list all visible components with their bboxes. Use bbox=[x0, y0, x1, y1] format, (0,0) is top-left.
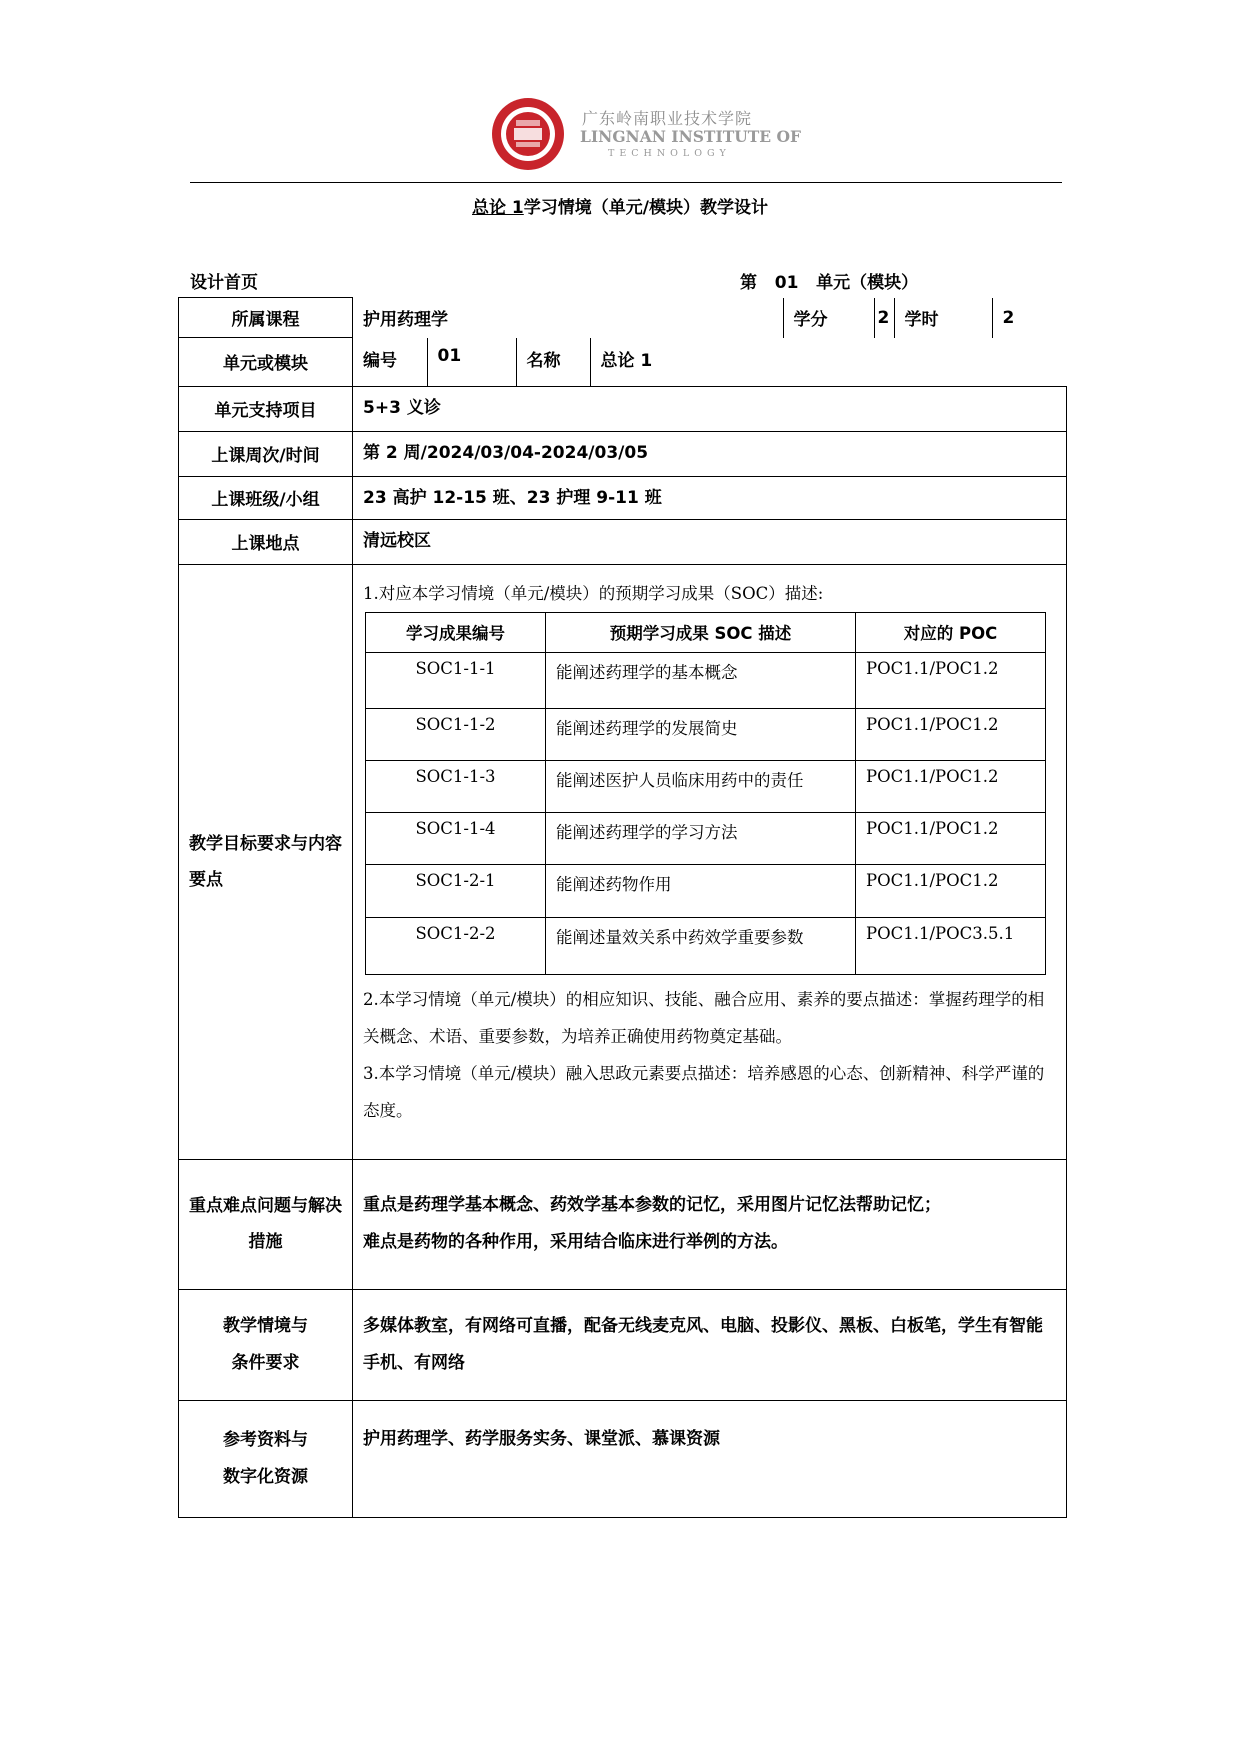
time-value: 第 2 周/2024/03/04-2024/03/05 bbox=[353, 431, 1067, 476]
soc-row bbox=[366, 917, 1046, 974]
document-title bbox=[0, 193, 1240, 218]
goals-point-3: 3.本学习情境（单元/模块）融入思政元素要点描述：培养感恩的心态、创新精神、科学严谨的态度。 bbox=[363, 1063, 1045, 1120]
soc-row bbox=[366, 708, 1046, 760]
soc-header-row bbox=[366, 612, 1046, 652]
project-row bbox=[179, 386, 1067, 431]
time-label: 上课周次/时间 bbox=[179, 431, 353, 476]
location-value: 清远校区 bbox=[353, 519, 1067, 564]
soc-header-desc: 预期学习成果 SOC 描述 bbox=[546, 612, 856, 652]
location-label: 上课地点 bbox=[179, 519, 353, 564]
soc-desc: 能阐述药理学的学习方法 bbox=[546, 812, 856, 864]
school-logo bbox=[490, 96, 802, 172]
unit-row bbox=[179, 338, 1067, 387]
credit-value: 2 bbox=[874, 298, 894, 338]
title-rest: 学习情境（单元/模块）教学设计 bbox=[523, 198, 768, 218]
soc-poc: POC1.1/POC1.2 bbox=[856, 652, 1046, 708]
title-unit: 总论 1 bbox=[472, 198, 524, 218]
resources-row bbox=[179, 1400, 1067, 1517]
soc-poc: POC1.1/POC1.2 bbox=[856, 864, 1046, 917]
soc-desc: 能阐述医护人员临床用药中的责任 bbox=[546, 760, 856, 812]
unit-name-label: 名称 bbox=[516, 338, 590, 386]
classes-value: 23 高护 12-15 班、23 护理 9-11 班 bbox=[353, 476, 1067, 519]
unit-label: 单元或模块 bbox=[179, 338, 353, 387]
soc-code: SOC1-2-1 bbox=[366, 864, 546, 917]
soc-row bbox=[366, 864, 1046, 917]
classes-row bbox=[179, 476, 1067, 519]
project-value: 5+3 义诊 bbox=[353, 386, 1067, 431]
unit-name-value: 总论 1 bbox=[600, 350, 653, 371]
school-name-cn: 广东岭南职业技术学院 bbox=[582, 109, 753, 128]
goals-intro: 1.对应本学习情境（单元/模块）的预期学习成果（SOC）描述: bbox=[363, 583, 824, 603]
environment-label-1: 教学情境与 bbox=[223, 1315, 308, 1336]
course-value: 护用药理学 bbox=[353, 298, 783, 338]
soc-header-code: 学习成果编号 bbox=[366, 612, 546, 652]
soc-desc: 能阐述药理学的基本概念 bbox=[546, 652, 856, 708]
soc-table bbox=[365, 612, 1046, 975]
credit-label: 学分 bbox=[783, 298, 874, 338]
resources-label-2: 数字化资源 bbox=[223, 1466, 308, 1487]
environment-label-2: 条件要求 bbox=[231, 1352, 300, 1373]
soc-desc: 能阐述药物作用 bbox=[546, 864, 856, 917]
school-name-en-2: TECHNOLOGY bbox=[608, 148, 731, 159]
resources-label-1: 参考资料与 bbox=[223, 1429, 308, 1450]
soc-row bbox=[366, 652, 1046, 708]
school-name-en: LINGNAN INSTITUTE OF bbox=[580, 127, 802, 146]
soc-poc: POC1.1/POC1.2 bbox=[856, 760, 1046, 812]
design-table bbox=[178, 297, 1067, 1518]
unit-code-value: 01 bbox=[427, 338, 516, 386]
soc-poc: POC1.1/POC3.5.1 bbox=[856, 917, 1046, 974]
classes-label: 上课班级/小组 bbox=[179, 476, 353, 519]
difficult-point-line: 难点是药物的各种作用，采用结合临床进行举例的方法。 bbox=[363, 1232, 788, 1252]
soc-poc: POC1.1/POC1.2 bbox=[856, 812, 1046, 864]
goals-point-2: 2.本学习情境（单元/模块）的相应知识、技能、融合应用、素养的要点描述：掌握药理学的相关概念、术语、重要参数，为培养正确使用药物奠定基础。 bbox=[363, 989, 1045, 1046]
soc-code: SOC1-1-2 bbox=[366, 708, 546, 760]
key-points-label: 重点难点问题与解决措施 bbox=[179, 1159, 353, 1289]
goals-row bbox=[179, 564, 1067, 1159]
soc-header-poc: 对应的 POC bbox=[856, 612, 1046, 652]
school-seal-icon bbox=[490, 96, 576, 172]
goals-label: 教学目标要求与内容要点 bbox=[179, 564, 353, 1159]
environment-value: 多媒体教室，有网络可直播，配备无线麦克风、电脑、投影仪、黑板、白板笔，学生有智能手机、有网络 bbox=[353, 1289, 1067, 1400]
course-label: 所属课程 bbox=[179, 298, 353, 338]
location-row bbox=[179, 519, 1067, 564]
soc-desc: 能阐述量效关系中药效学重要参数 bbox=[546, 917, 856, 974]
course-row bbox=[179, 298, 1067, 338]
soc-poc: POC1.1/POC1.2 bbox=[856, 708, 1046, 760]
key-points-row bbox=[179, 1159, 1067, 1289]
soc-code: SOC1-2-2 bbox=[366, 917, 546, 974]
unit-number-label: 第 01 单元（模块） bbox=[740, 273, 919, 293]
hours-value: 2 bbox=[1002, 307, 1015, 328]
environment-row bbox=[179, 1289, 1067, 1400]
soc-code: SOC1-1-3 bbox=[366, 760, 546, 812]
resources-value: 护用药理学、药学服务实务、课堂派、慕课资源 bbox=[353, 1400, 1067, 1517]
unit-code-label: 编号 bbox=[353, 338, 427, 386]
soc-desc: 能阐述药理学的发展简史 bbox=[546, 708, 856, 760]
soc-row bbox=[366, 812, 1046, 864]
soc-row bbox=[366, 760, 1046, 812]
soc-code: SOC1-1-1 bbox=[366, 652, 546, 708]
design-homepage-label: 设计首页 bbox=[190, 273, 258, 293]
project-label: 单元支持项目 bbox=[179, 386, 353, 431]
key-point-line: 重点是药理学基本概念、药效学基本参数的记忆，采用图片记忆法帮助记忆； bbox=[363, 1195, 941, 1215]
time-row bbox=[179, 431, 1067, 476]
hours-label: 学时 bbox=[894, 298, 992, 338]
header-divider bbox=[190, 182, 1062, 183]
soc-code: SOC1-1-4 bbox=[366, 812, 546, 864]
